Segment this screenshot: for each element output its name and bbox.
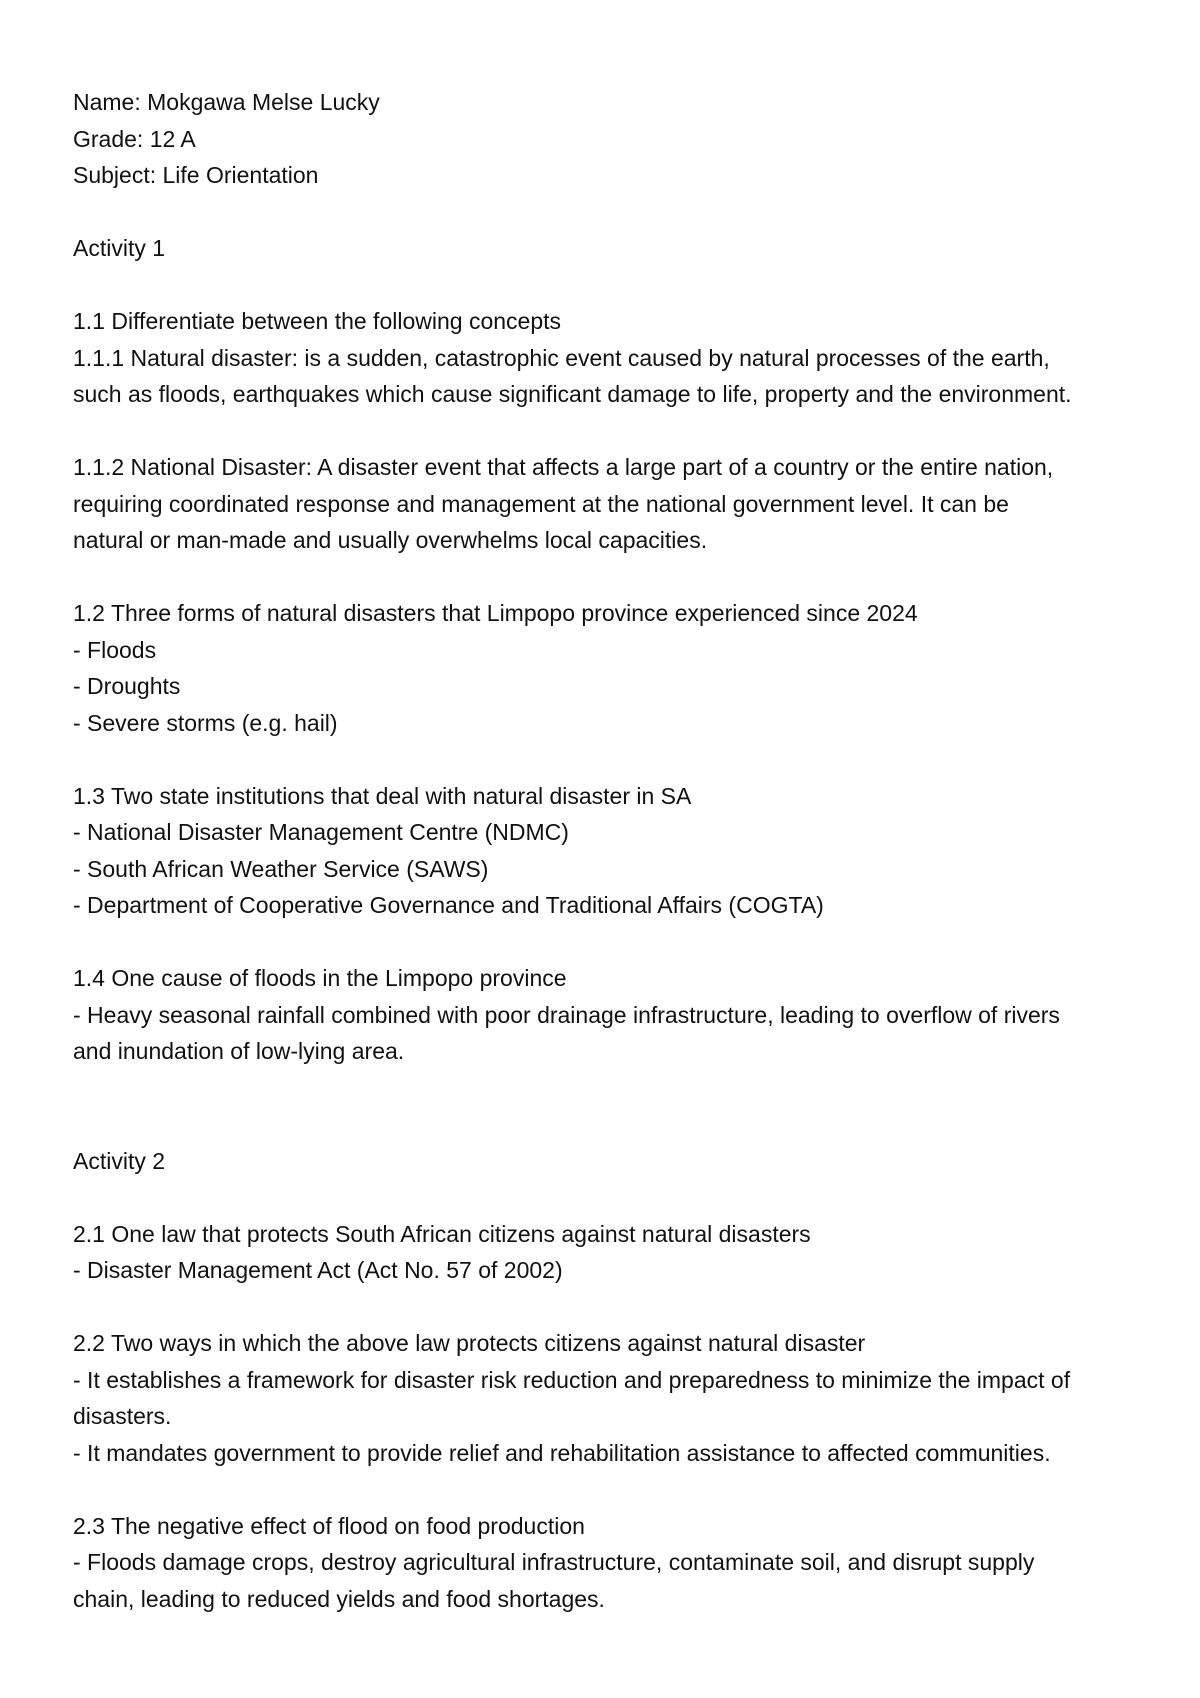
list-item: - Floods	[73, 636, 157, 663]
answer-1-1-1-line: such as floods, earthquakes which cause significant damage to life, property and the environment.	[73, 381, 1072, 407]
spacer	[73, 1070, 1143, 1143]
question-2-3-heading: 2.3 The negative effect of flood on food production	[73, 1512, 585, 1539]
answer-1-4-line: - Heavy seasonal rainfall combined with poor drainage infrastructure, leading to overflow of rivers	[73, 1001, 1060, 1028]
question-1-3-heading: 1.3 Two state institutions that deal with natural disaster in SA	[73, 782, 692, 809]
answer-1-1-1-line: 1.1.1 Natural disaster: is a sudden, catastrophic event caused by natural processes of the earth,	[73, 344, 1050, 371]
document-page	[73, 84, 1143, 1617]
spacer	[73, 413, 1143, 450]
list-item: - Severe storms (e.g. hail)	[73, 709, 338, 736]
student-grade: Grade: 12 A	[73, 125, 196, 152]
subject: Subject: Life Orientation	[73, 162, 319, 188]
spacer	[73, 194, 1143, 231]
answer-2-3-line: chain, leading to reduced yields and food shortages.	[73, 1585, 605, 1612]
list-item: - South African Weather Service (SAWS)	[73, 855, 489, 882]
spacer	[73, 1289, 1143, 1326]
question-2-1-heading: 2.1 One law that protects South African citizens against natural disasters	[73, 1220, 811, 1247]
student-name: Name: Mokgawa Melse Lucky	[73, 89, 380, 115]
spacer	[73, 559, 1143, 596]
question-1-2-heading: 1.2 Three forms of natural disasters that Limpopo province experienced since 2024	[73, 600, 918, 626]
list-item: - National Disaster Management Centre (NDMC)	[73, 819, 569, 845]
list-item: - Department of Cooperative Governance and Traditional Affairs (COGTA)	[73, 892, 824, 918]
spacer	[73, 741, 1143, 778]
answer-1-1-2-line: 1.1.2 National Disaster: A disaster event that affects a large part of a country or the entire nation,	[73, 454, 1054, 480]
answer-2-2-line: - It mandates government to provide relief and rehabilitation assistance to affected communities.	[73, 1439, 1051, 1466]
activity-2-title: Activity 2	[73, 1147, 166, 1174]
answer-1-1-2-line: natural or man-made and usually overwhelms local capacities.	[73, 527, 708, 553]
answer-2-2-line: - It establishes a framework for disaster risk reduction and preparedness to minimize the impact of	[73, 1366, 1071, 1393]
activity-1-title: Activity 1	[73, 235, 166, 261]
spacer	[73, 1471, 1143, 1508]
question-1-1-heading: 1.1 Differentiate between the following concepts	[73, 308, 561, 334]
answer-1-1-2-line: requiring coordinated response and management at the national government level. It can be	[73, 490, 1009, 517]
list-item: - Droughts	[73, 673, 181, 699]
answer-2-2-line: disasters.	[73, 1403, 172, 1429]
answer-2-3-line: - Floods damage crops, destroy agricultural infrastructure, contaminate soil, and disrupt supply	[73, 1549, 1035, 1575]
question-2-2-heading: 2.2 Two ways in which the above law protects citizens against natural disaster	[73, 1330, 866, 1356]
spacer	[73, 924, 1143, 961]
spacer	[73, 267, 1143, 304]
question-1-4-heading: 1.4 One cause of floods in the Limpopo province	[73, 965, 567, 991]
answer-1-4-line: and inundation of low-lying area.	[73, 1038, 405, 1064]
spacer	[73, 1179, 1143, 1216]
answer-2-1: - Disaster Management Act (Act No. 57 of 2002)	[73, 1257, 563, 1283]
